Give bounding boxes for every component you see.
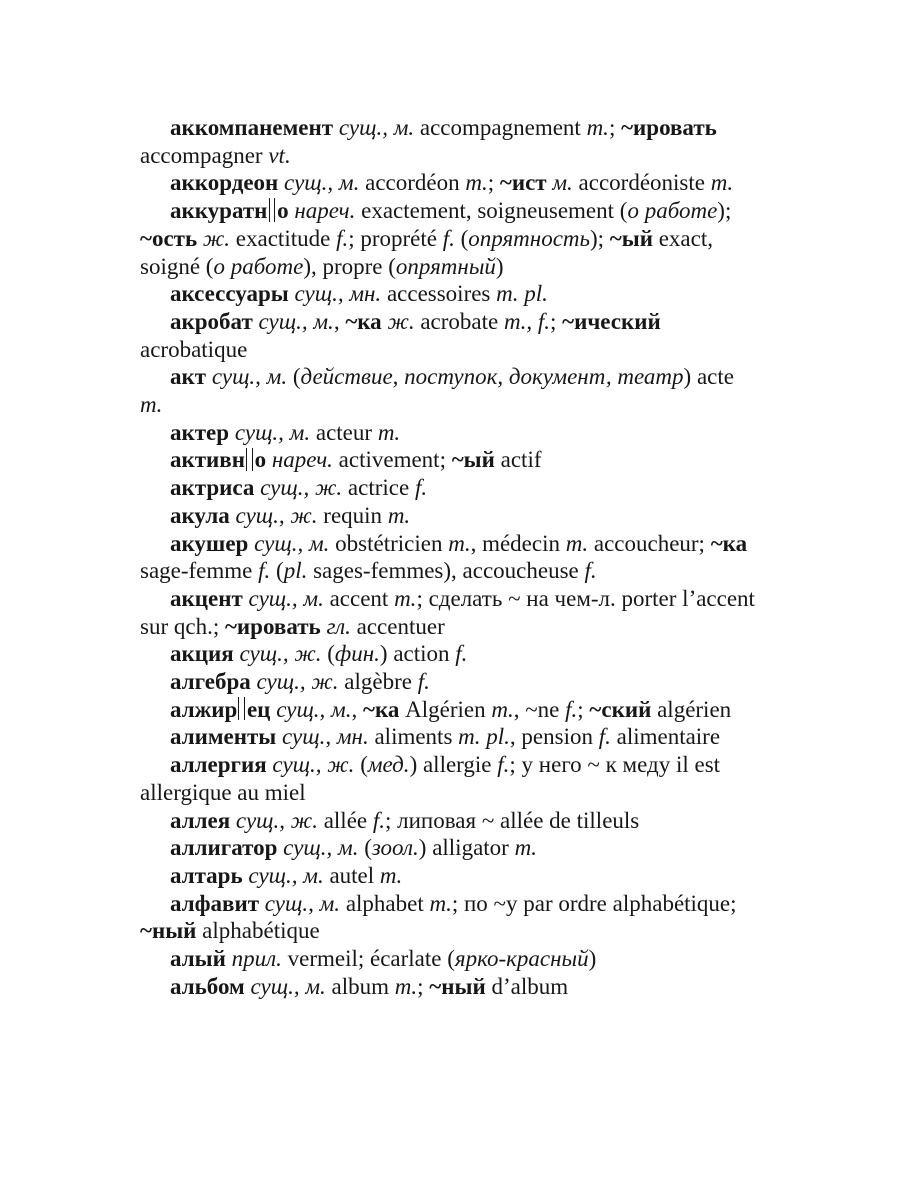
text-run: сущ., ж. (256, 669, 339, 695)
text-run: f. (258, 558, 271, 584)
text-run: album (325, 973, 395, 999)
text-run: m. (377, 419, 401, 445)
text-run: ец (246, 696, 271, 722)
double-bar-separator (269, 198, 276, 221)
text-run: m. pl. (496, 281, 548, 307)
text-run: f. (414, 475, 428, 501)
text-run: сущ., м. (338, 115, 415, 140)
text-run: сущ., м. (250, 973, 326, 999)
text-run: ~ный (429, 973, 486, 999)
text-run: f. (417, 669, 430, 695)
text-run: ~ировать (224, 613, 321, 639)
text-run: алгебра (170, 669, 251, 695)
text-run: vermeil; écarlate ( (281, 946, 455, 972)
text-run: сущ., м. (234, 419, 311, 445)
double-bar-separator (238, 697, 245, 720)
text-run: сущ., м. (248, 862, 324, 888)
text-run: акушер (170, 530, 249, 556)
dictionary-entry (140, 114, 762, 169)
text-run: аллея (170, 807, 231, 833)
text-run: сущ., м. (248, 585, 324, 611)
text-run: алтарь (170, 862, 243, 888)
text-run: vt. (268, 142, 291, 168)
text-run: сущ., м. (284, 170, 360, 196)
text-run: accoucheur; (588, 530, 711, 556)
dictionary-entry (140, 502, 762, 530)
text-run: pl. (283, 558, 308, 584)
text-run: alimentaire (610, 724, 721, 750)
text-run: m. (491, 696, 514, 722)
text-run: нареч. (294, 198, 356, 224)
dictionary-entry (140, 668, 762, 696)
text-run: ( (270, 558, 284, 584)
text-run: obstétricien (329, 530, 449, 556)
dictionary-entry (140, 474, 762, 502)
dictionary-entry (140, 585, 762, 640)
text-run: ); (717, 198, 732, 224)
text-run: опрятность (468, 225, 590, 251)
text-run: м. (552, 170, 573, 196)
text-run: ; (549, 308, 563, 334)
text-run: aliments (368, 724, 459, 750)
text-run: акцент (170, 585, 243, 611)
text-run: о работе (213, 253, 304, 279)
dictionary-entry (140, 862, 762, 890)
dictionary-entry (140, 308, 762, 363)
text-run: аксессуары (170, 281, 289, 307)
text-run: алжир (170, 696, 238, 722)
text-run: ( (358, 835, 372, 861)
dictionary-entry (140, 945, 762, 973)
text-run: m. (429, 890, 452, 916)
text-run: мед. (367, 752, 410, 778)
text-run: ) (588, 946, 597, 972)
text-run: акт (170, 364, 207, 390)
text-run: аллигатор (170, 835, 278, 861)
text-run: ) action (379, 641, 456, 667)
text-run: m. (394, 973, 418, 999)
text-run: ~ка (710, 530, 748, 556)
text-run: alphabétique (196, 918, 320, 944)
text-run: алфавит (170, 890, 259, 916)
text-run: ж. (202, 225, 231, 251)
text-run: ~ый (609, 225, 653, 251)
text-run: ; (577, 696, 590, 722)
text-run: exactitude (230, 225, 337, 251)
text-run: сущ., мн. (282, 724, 369, 750)
text-run: ; (417, 973, 430, 999)
text-run: ); (589, 225, 610, 251)
text-run: acrobatique (140, 336, 248, 362)
text-run: f. (565, 696, 578, 722)
text-run: акция (170, 641, 234, 667)
text-run: алименты (170, 724, 277, 750)
text-run: фин. (334, 641, 380, 667)
text-run: algèbre (338, 669, 418, 695)
text-run: f. (584, 558, 597, 584)
dictionary-entry (140, 419, 762, 447)
text-run: сущ., ж. (239, 641, 322, 667)
text-run: m. (565, 530, 589, 556)
text-run: сущ., ж. (272, 752, 355, 778)
text-run: ) acte (683, 364, 734, 390)
text-run: sage-femme (140, 558, 259, 584)
text-run: сущ., мн. (294, 281, 382, 307)
text-run: ярко-красный (454, 946, 589, 972)
text-run: акула (170, 502, 230, 528)
dictionary-entry (140, 834, 762, 862)
text-run: акробат (170, 308, 253, 334)
text-run: действие, поступок, документ, театр (300, 364, 684, 390)
text-run: зоол. (371, 835, 419, 861)
dictionary-entry (140, 530, 762, 585)
text-run: ~ский (589, 696, 652, 722)
text-run: ( (354, 752, 368, 778)
text-run: m. (710, 170, 734, 196)
text-run: сущ., м. (254, 530, 330, 556)
text-run: ; proprété (348, 225, 443, 251)
text-run: сущ., м. (264, 890, 341, 916)
dictionary-entry (140, 696, 762, 724)
text-run: actrice (342, 475, 415, 501)
text-run: ~ка (345, 308, 382, 334)
text-run: прил. (231, 946, 282, 972)
text-run: о работе (627, 198, 718, 224)
dictionary-entry (140, 197, 762, 280)
text-run: ~ировать (621, 115, 717, 140)
dictionary-entry (140, 280, 762, 308)
text-run: m. (140, 392, 163, 418)
text-run: accentuer (350, 613, 445, 639)
dictionary-entry (140, 890, 762, 945)
text-run: сущ., м. (283, 835, 359, 861)
text-run: exact, soigné ( (140, 225, 713, 279)
text-run: activement; (332, 447, 452, 473)
dictionary-text (140, 114, 762, 1001)
text-run: sages-femmes), accoucheuse (307, 558, 585, 584)
text-run: , médecin (470, 530, 566, 556)
text-run: нареч. (271, 447, 333, 473)
text-run: d’album (485, 973, 569, 999)
dictionary-entry (140, 446, 762, 474)
text-run: ; (487, 170, 500, 196)
text-run: autel (323, 862, 380, 888)
text-run: опрятный (395, 253, 496, 279)
dictionary-entry (140, 723, 762, 751)
text-run: сущ., м. (211, 364, 288, 390)
text-run: ~ка (363, 696, 400, 722)
text-run: аккордеон (170, 170, 279, 196)
text-run: сущ., ж. (235, 807, 318, 833)
text-run: alphabet (340, 890, 430, 916)
text-run: , ~ne (513, 696, 566, 722)
text-run: m. pl. (458, 724, 510, 750)
text-run: accessoires (381, 281, 497, 307)
text-run: ( (287, 364, 301, 390)
text-run: аккомпанемент (170, 115, 334, 140)
text-run: ), propre ( (303, 253, 396, 279)
text-run: accompagnement (414, 115, 587, 140)
text-run: f. (497, 752, 510, 778)
text-run: accordéon (359, 170, 466, 196)
text-run: m., f. (503, 308, 550, 334)
dictionary-entry (140, 169, 762, 197)
text-run: ж. (387, 308, 415, 334)
text-run: Algérien (399, 696, 492, 722)
double-bar-separator (246, 448, 253, 471)
text-run: ; (608, 115, 622, 140)
text-run: exactement, soigneusement ( (355, 198, 628, 224)
text-run: m. (465, 170, 488, 196)
dictionary-entry (140, 807, 762, 835)
text-run: ; по ~у par ordre alphabétique; (451, 890, 737, 916)
text-run: сущ., ж. (260, 475, 343, 501)
text-run: сущ., м. (258, 308, 334, 334)
text-run: accompagner (140, 142, 269, 168)
text-run: m. (514, 835, 537, 861)
text-run: allée (317, 807, 373, 833)
text-run: ~ический (562, 308, 661, 334)
text-run: активн (170, 447, 245, 473)
text-run: актриса (170, 475, 255, 501)
text-run: , (333, 308, 346, 334)
text-run: ~ист (499, 170, 547, 196)
text-run: ( (321, 641, 335, 667)
text-run: f. (598, 724, 611, 750)
text-run: алый (170, 946, 226, 972)
text-run: сущ., м. (276, 696, 352, 722)
text-run: , pension (509, 724, 599, 750)
dictionary-entry (140, 751, 762, 806)
text-run: requin (317, 502, 388, 528)
text-run: m. (387, 502, 411, 528)
text-run: f. (336, 225, 349, 251)
text-run: ) allergie (409, 752, 498, 778)
text-run: ) (495, 253, 504, 279)
text-run: acrobate (414, 308, 504, 334)
text-run: m. (379, 862, 403, 888)
text-run: аллергия (170, 752, 267, 778)
text-run: гл. (326, 613, 351, 639)
text-run: ) alligator (418, 835, 515, 861)
text-run: о (254, 447, 267, 473)
dictionary-entry (140, 973, 762, 1001)
text-run: accent (323, 585, 395, 611)
text-run: m. (394, 585, 417, 611)
text-run: актер (170, 419, 230, 445)
text-run: ( (454, 225, 469, 251)
text-run: ~ость (140, 225, 198, 251)
text-run: ; сделать ~ на чем-л. porter l’accent sur qch.; (140, 585, 755, 639)
text-run: сущ., ж. (235, 502, 318, 528)
text-run: аккуратн (170, 198, 268, 224)
text-run: ~ый (451, 447, 495, 473)
text-run: accordéoniste (572, 170, 711, 196)
text-run: альбом (170, 973, 245, 999)
text-run: f. (442, 225, 455, 251)
text-run: f. (372, 807, 385, 833)
text-run: m. (448, 530, 471, 556)
text-run: f. (455, 641, 468, 667)
dictionary-entry (140, 363, 762, 418)
text-run: , (351, 696, 363, 722)
text-run: ; у него ~ к меду il est allergique au miel (140, 752, 721, 805)
dictionary-entry (140, 640, 762, 668)
text-run: о (277, 198, 289, 224)
text-run: ; липовая ~ allée de tilleuls (385, 807, 640, 833)
text-run: algérien (651, 696, 732, 722)
text-run: acteur (310, 419, 378, 445)
text-run: ~ный (140, 918, 197, 944)
text-run: actif (494, 447, 542, 473)
text-run: m. (586, 115, 609, 140)
